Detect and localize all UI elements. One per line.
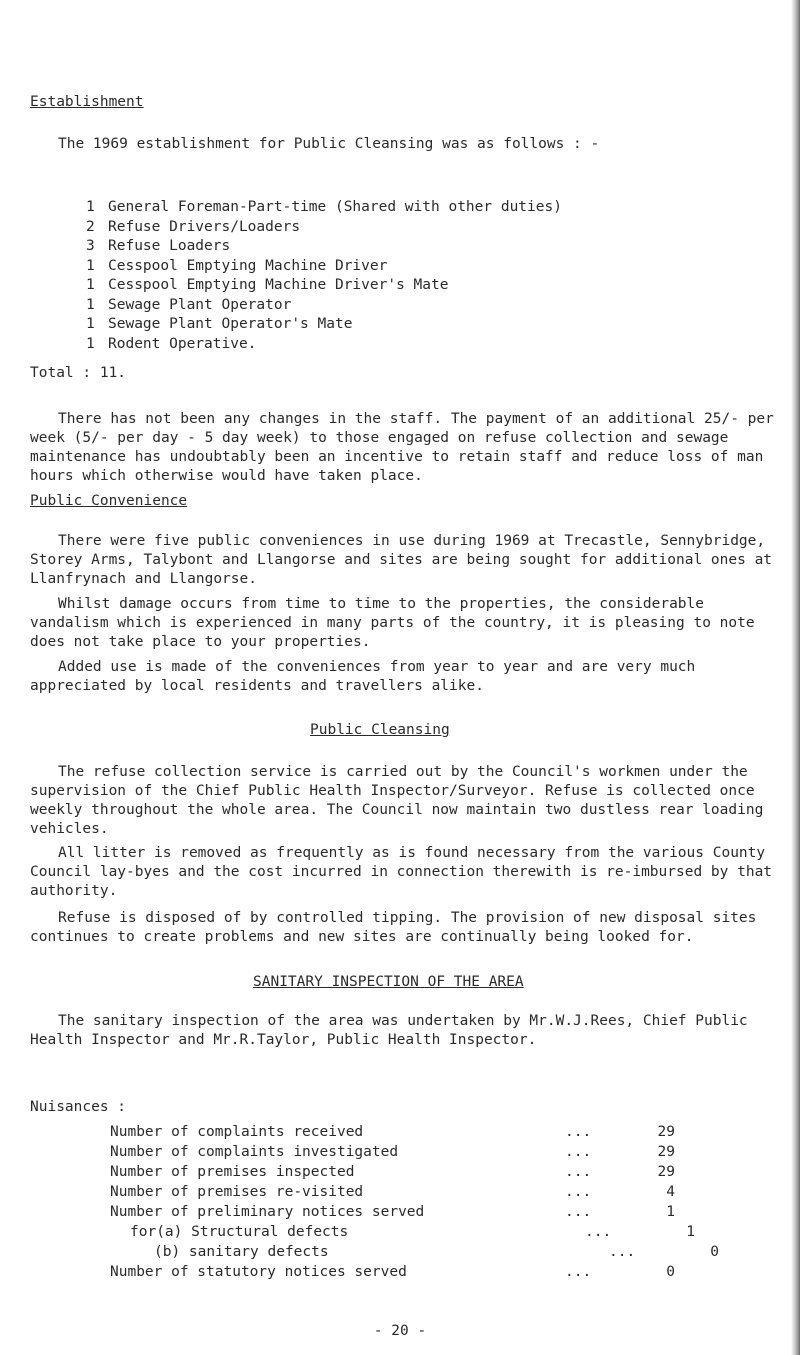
table-row: Number of complaints received ... 29 (110, 1124, 675, 1140)
cleansing-paragraph-2: All litter is removed as frequently as is found necessary from the various County Council lay-byes and the cost incurred in connection therewith is re-imbursed by that authority. (30, 845, 773, 899)
establishment-intro: The 1969 establishment for Public Cleansing was as follows : - (58, 136, 600, 152)
table-row: Number of preliminary notices served ... 1 (110, 1204, 675, 1220)
list-item: 1 Cesspool Emptying Machine Driver (86, 257, 388, 274)
convenience-paragraph-2: Whilst damage occurs from time to time to the properties, the considerable vandalism which is experienced in many parts of the country, it is pleasing to note does not take place to your properties. (30, 596, 755, 650)
table-row: Number of premises re-visited ... 4 (110, 1184, 675, 1200)
table-row: for(a) Structural defects ... 1 (130, 1224, 695, 1240)
public-cleansing-heading: Public Cleansing (310, 722, 450, 738)
cleansing-paragraph-1: The refuse collection service is carried out by the Council's workmen under the supervision of the Chief Public Health Inspector/Surveyor. Refuse is collected once weekly throughout the whole area. The Council now maintain two dustless rear loading vehicles. (30, 764, 764, 837)
list-item: 3 Refuse Loaders (86, 238, 231, 254)
table-row: Number of premises inspected ... 29 (110, 1164, 675, 1180)
public-convenience-heading: Public Convenience (30, 493, 188, 509)
list-item: 1 Cesspool Emptying Machine Driver's Mate (86, 277, 449, 293)
nuisances-table (110, 1123, 719, 1283)
establishment-heading: Establishment (30, 94, 144, 110)
cleansing-paragraph-3: Refuse is disposed of by controlled tipping. The provision of new disposal sites continues to create problems and new sites are continually being looked for. (30, 910, 757, 945)
list-item: 1 Rodent Operative. (86, 335, 257, 352)
sanitary-paragraph: The sanitary inspection of the area was undertaken by Mr.W.J.Rees, Chief Public Health Inspector and Mr.R.Taylor, Public Health Inspector. (30, 1013, 748, 1048)
establishment-paragraph: There has not been any changes in the staff. The payment of an additional 25/- per week (5/- per day - 5 day week) to those engaged on refuse collection and sewage maintenance has undoubtably been an incentive to retain staff and reduce loss of man hours which otherwise would have taken place. (30, 411, 774, 484)
page-edge-shadow (791, 0, 800, 1355)
convenience-paragraph-1: There were five public conveniences in use during 1969 at Trecastle, Sennybridge, Storey Arms, Talybont and Llangorse and sites are being sought for additional ones at Llanfrynach and Llangorse. (30, 533, 773, 587)
convenience-paragraph-3: Added use is made of the conveniences from year to year and are very much appreciated by local residents and travellers alike. (30, 659, 696, 694)
table-row: (b) sanitary defects ... 0 (154, 1244, 719, 1260)
table-row: Number of statutory notices served ... 0 (110, 1264, 675, 1280)
establishment-list (86, 198, 562, 354)
list-item: 1 Sewage Plant Operator's Mate (86, 316, 353, 332)
establishment-total: Total : 11. (30, 365, 127, 381)
page-number: - 20 - (373, 1323, 427, 1339)
nuisances-label: Nuisances : (30, 1099, 127, 1115)
list-item: 2 Refuse Drivers/Loaders (86, 218, 301, 235)
table-row: Number of complaints investigated ... 29 (110, 1144, 675, 1160)
sanitary-inspection-heading: SANITARY INSPECTION OF THE AREA (253, 974, 524, 990)
list-item: 1 Sewage Plant Operator (86, 296, 292, 313)
list-item: 1 General Foreman-Part-time (Shared with other duties) (86, 199, 562, 215)
